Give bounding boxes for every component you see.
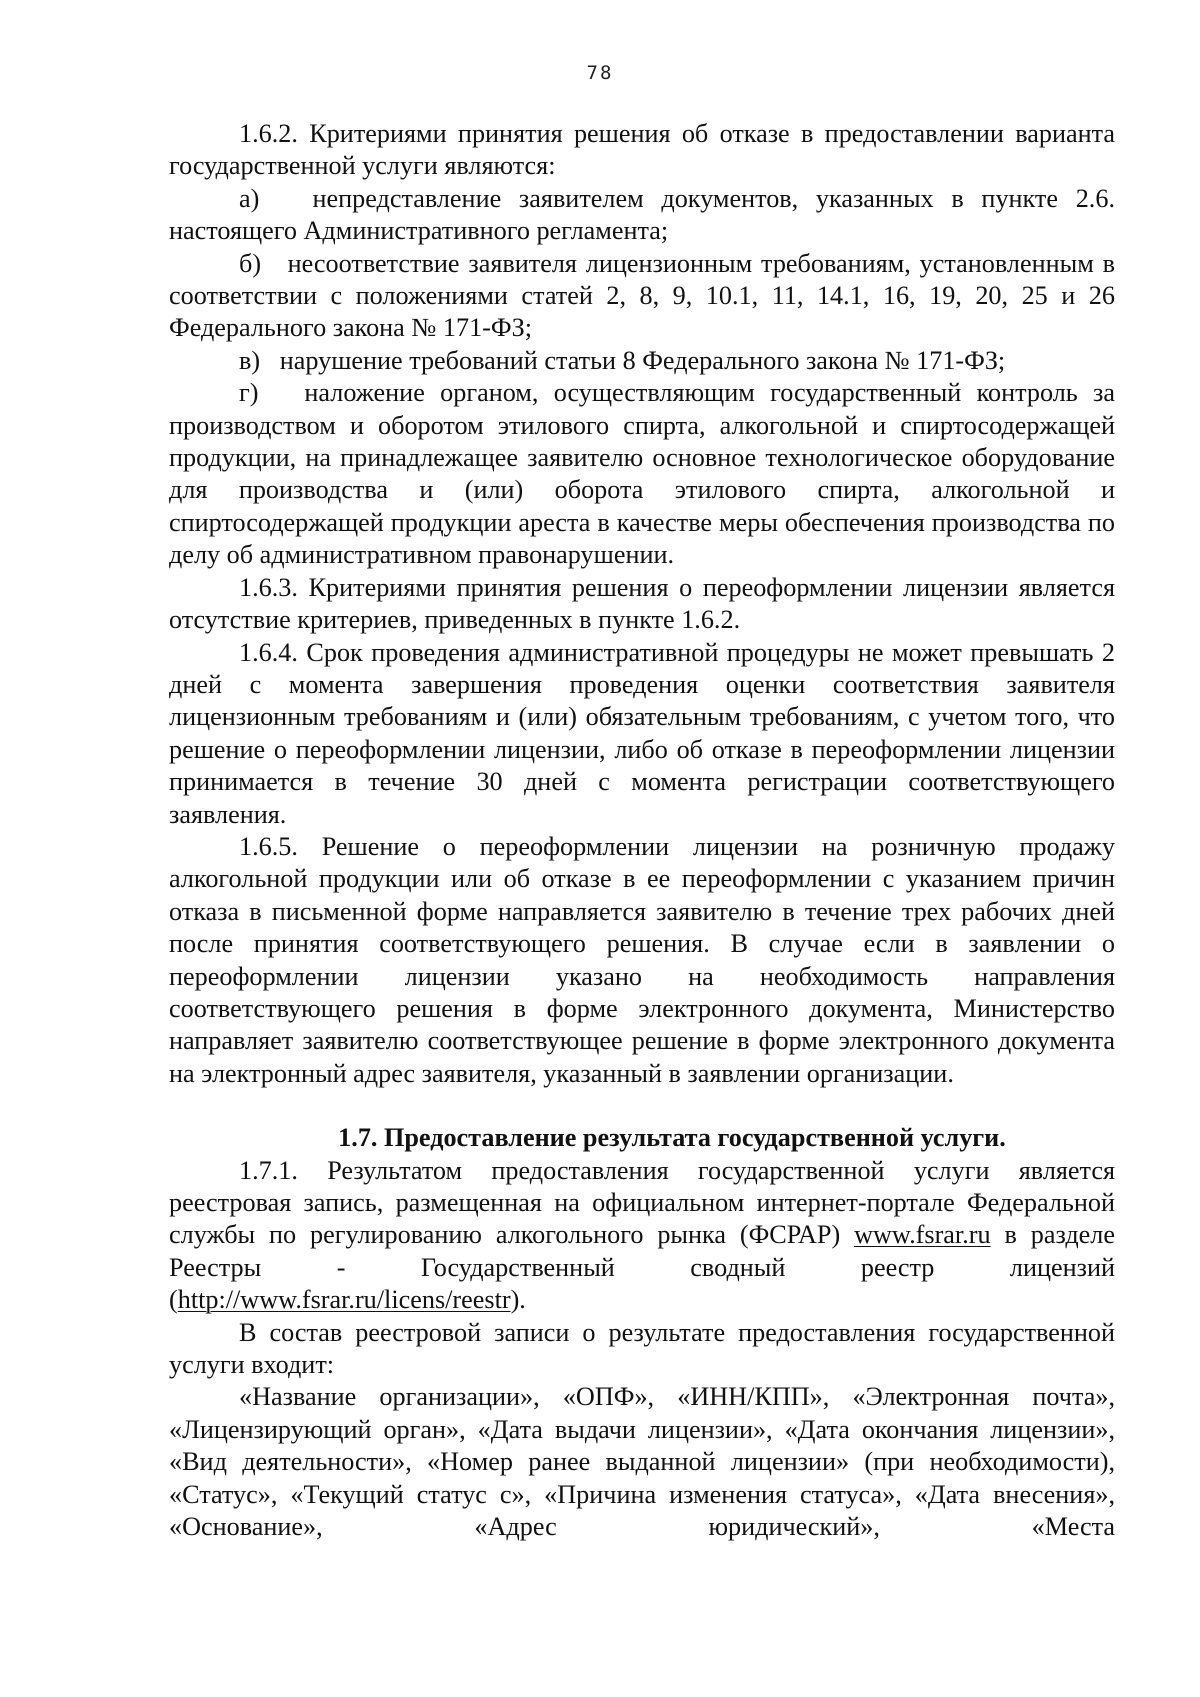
paragraph-1-7-1-text-mid: в разделе Реестры - Государственный сводный реестр лицензий ( xyxy=(169,1220,1115,1315)
paragraph-1-6-4: 1.6.4. Срок проведения административной процедуры не может превышать 2 дней с момента завершения проведения оценки соответствия заявителя лицензионным требованиям и (или) обязательным требованиям, с учетом того, что решение о переоформлении лицензии, либо об отказе в переоформлении лицензии принимается в течение 30 дней с момента регистрации соответствующего заявления. xyxy=(169,637,1115,829)
paragraph-1-7-1 xyxy=(169,1155,1115,1317)
list-item-v: в) нарушение требований статьи 8 Федерального закона № 171-ФЗ; xyxy=(239,345,1006,375)
list-item-a: а) непредставление заявителем документов, указанных в пункте 2.6. настоящего Административного регламента; xyxy=(169,183,1115,246)
section-heading-1-7: 1.7. Предоставление результата государственной услуги. xyxy=(338,1123,1006,1153)
paragraph-1-7-1-text-start: 1.7.1. Результатом предоставления государственной услуги является реестровая запись, размещенная на официальном интернет-портале Федеральной службы по регулированию алкогольного рынка (ФСРАР) xyxy=(169,1155,1115,1250)
document-body xyxy=(169,118,1115,1543)
paragraph-1-7-1-text-end: ). xyxy=(510,1285,526,1315)
paragraph-registry-composition: В состав реестровой записи о результате предоставления государственной услуги входит: xyxy=(169,1317,1115,1380)
paragraph-1-6-3: 1.6.3. Критериями принятия решения о переоформлении лицензии является отсутствие критериев, приведенных в пункте 1.6.2. xyxy=(169,572,1115,635)
paragraph-registry-fields: «Название организации», «ОПФ», «ИНН/КПП», «Электронная почта», «Лицензирующий орган», «Дата выдачи лицензии», «Дата окончания лицензии», «Вид деятельности», «Номер ранее выданной лицензии» (при необходимости), «Статус», «Текущий статус с», «Причина изменения статуса», «Дата внесения», «Основание», «Адрес юридический», «Места xyxy=(169,1382,1115,1542)
list-item-g: г) наложение органом, осуществляющим государственный контроль за производством и оборотом этилового спирта, алкогольной и спиртосодержащей продукции, на принадлежащее заявителю основное технологическое оборудование для производства и (или) оборота этилового спирта, алкогольной и спиртосодержащей продукции ареста в качестве меры обеспечения производства по делу об административном правонарушении. xyxy=(169,378,1115,570)
list-item-b: б) несоответствие заявителя лицензионным требованиям, установленным в соответствии с положениями статей 2, 8, 9, 10.1, 11, 14.1, 16, 19, 20, 25 и 26 Федерального закона № 171-ФЗ; xyxy=(169,248,1115,343)
fsrar-registry-link[interactable]: http://www.fsrar.ru/licens/reestr xyxy=(177,1285,511,1315)
fsrar-site-link[interactable]: www.fsrar.ru xyxy=(854,1220,991,1250)
paragraph-1-6-2: 1.6.2. Критериями принятия решения об отказе в предоставлении варианта государственной услуги являются: xyxy=(169,119,1115,181)
page-number: 78 xyxy=(586,62,614,84)
paragraph-1-6-5: 1.6.5. Решение о переоформлении лицензии на розничную продажу алкогольной продукции или об отказе в ее переоформлении с указанием причин отказа в письменной форме направляется заявителю в течение трех рабочих дней после принятия соответствующего решения. В случае если в заявлении о переоформлении лицензии указано на необходимость направления соответствующего решения в форме электронного документа, Министерство направляет заявителю соответствующее решение в форме электронного документа на электронный адрес заявителя, указанный в заявлении организации. xyxy=(169,831,1115,1088)
